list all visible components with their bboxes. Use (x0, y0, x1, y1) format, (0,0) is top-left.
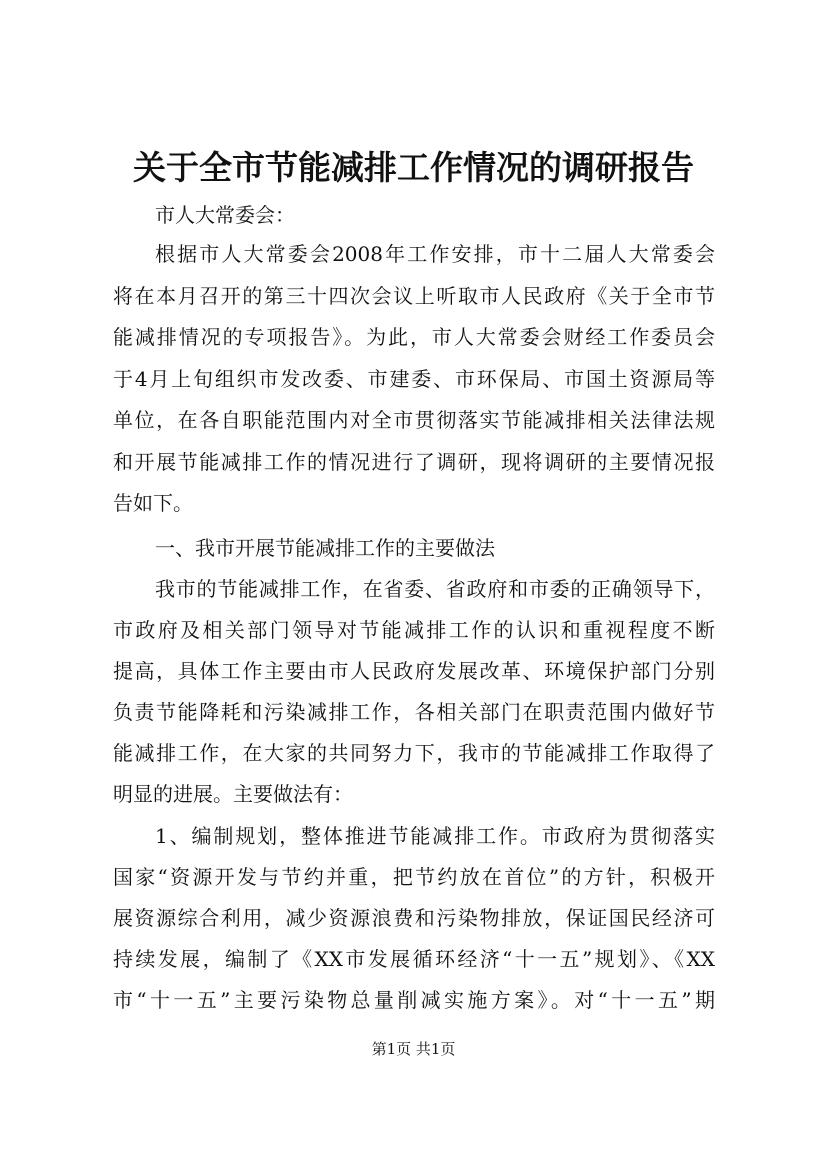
paragraph-line: 我市的节能减排工作，在省委、省政府和市委的正确领导下， (155, 577, 715, 601)
page-footer: 第1页 共1页 (371, 1040, 456, 1058)
paragraph-line: 国家“资源开发与节约并重，把节约放在首位”的方针，积极开 (113, 865, 715, 889)
paragraph-line: 1、编制规划，整体推进节能减排工作。市政府为贯彻落实 (155, 824, 715, 848)
paragraph-line: 于4月上旬组织市发改委、市建委、市环保局、市国土资源局等 (113, 367, 715, 391)
paragraph-line: 市政府及相关部门领导对节能减排工作的认识和重视程度不断 (113, 618, 715, 642)
section-heading: 一、我市开展节能减排工作的主要做法 (155, 536, 495, 560)
paragraph-line: 持续发展，编制了《XX市发展循环经济“十一五”规划》、《XX (113, 947, 715, 971)
paragraph-line: 根据市人大常委会2008年工作安排，市十二届人大常委会 (155, 242, 715, 266)
paragraph-line: 将在本月召开的第三十四次会议上听取市人民政府《关于全市节 (113, 284, 715, 308)
paragraph-line: 负责节能降耗和污染减排工作，各相关部门在职责范围内做好节 (113, 700, 715, 724)
paragraph-line: 和开展节能减排工作的情况进行了调研，现将调研的主要情况报 (113, 450, 715, 474)
paragraph-line: 告如下。 (113, 491, 193, 515)
paragraph-line: 展资源综合利用，减少资源浪费和污染物排放，保证国民经济可 (113, 906, 715, 930)
document-title: 关于全市节能减排工作情况的调研报告 (133, 148, 694, 187)
salutation: 市人大常委会： (155, 203, 295, 227)
paragraph-line: 市“十一五”主要污染物总量削减实施方案》。对“十一五”期 (113, 988, 715, 1012)
paragraph-line: 明显的进展。主要做法有： (113, 782, 353, 806)
paragraph-line: 提高，具体工作主要由市人民政府发展改革、环境保护部门分别 (113, 659, 715, 683)
paragraph-line: 能减排工作，在大家的共同努力下，我市的节能减排工作取得了 (113, 741, 715, 765)
paragraph-line: 能减排情况的专项报告》。为此，市人大常委会财经工作委员会 (113, 325, 715, 349)
paragraph-line: 单位，在各自职能范围内对全市贯彻落实节能减排相关法律法规 (113, 408, 715, 432)
